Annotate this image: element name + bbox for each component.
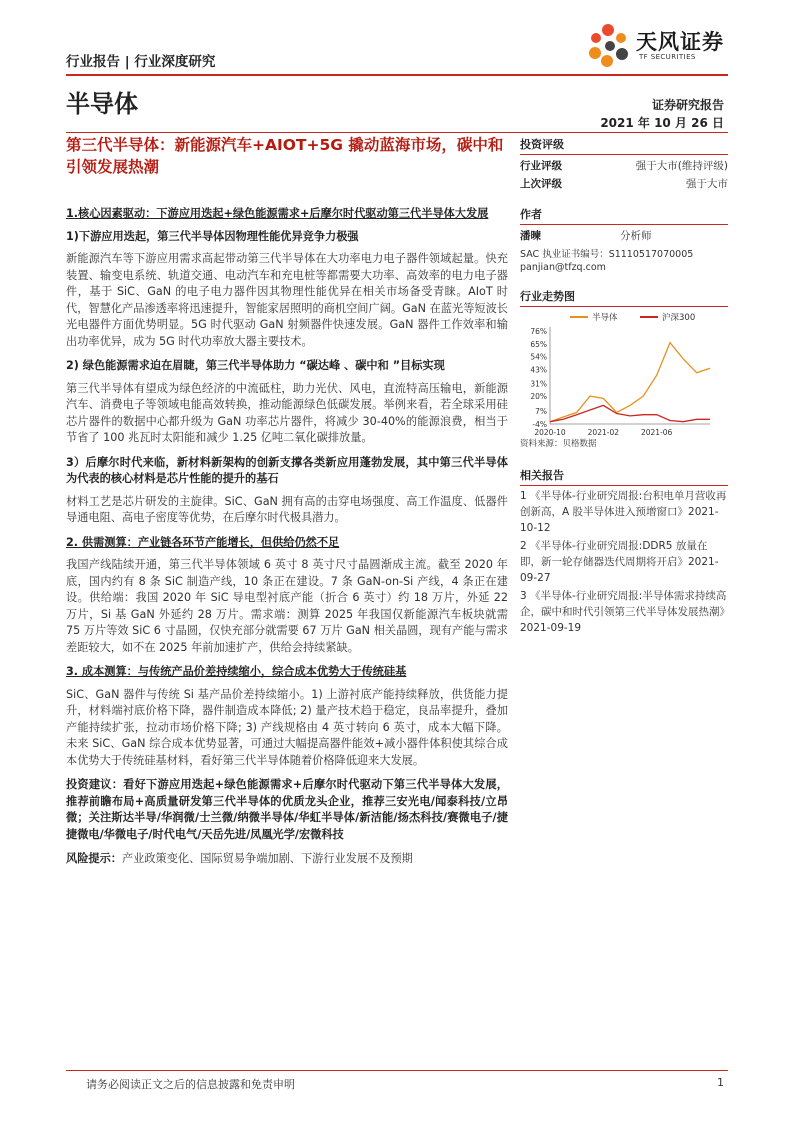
section-heading-3: 3. 成本测算：与传统产品价差持续缩小，综合成本优势大于传统硅基: [66, 665, 407, 678]
sector-title: 半导体: [66, 90, 138, 118]
legend-label-1: 沪深300: [662, 313, 696, 323]
rating-heading: 投资评级: [520, 136, 728, 155]
related-report-1[interactable]: 1 《半导体-行业研究周报:台积电单月营收再创新高，A 股半导体进入预增窗口》2021-10-12: [520, 490, 727, 534]
prev-rating-row: [520, 176, 728, 191]
subheading-1-3: 3）后摩尔时代来临，新材料新架构的创新支撑各类新应用蓬勃发展，其中第三代半导体为代表的核心材料是芯片性能的提升的基石: [66, 455, 508, 485]
related-reports-box: [520, 467, 728, 636]
footer-disclaimer: 请务必阅读正文之后的信息披露和免责申明: [86, 1078, 295, 1091]
author-box: [520, 206, 728, 273]
investment-advice: 投资建议：看好下游应用迭起+绿色能源需求+后摩尔时代驱动下第三代半导体大发展，推荐前瞻布局+高质量研发第三代半导体的优质龙头企业，推荐三安光电/闻泰科技/立昂微；关注斯达半导/华润微/士兰微/纳微半导体/华虹半导体/新洁能/扬杰科技/赛微电子/捷捷微电/华微电子/时代电气/天岳先进/凤凰光学/宏微科技: [66, 778, 508, 841]
y-tick-label-6: 65%: [530, 339, 547, 349]
x-tick-label-2: 2021-06: [640, 428, 673, 437]
series-line-0: [550, 343, 710, 422]
y-tick-label-5: 54%: [530, 352, 547, 362]
author-row: [520, 228, 728, 243]
trend-heading: 行业走势图: [520, 288, 728, 307]
prev-rating-label: 上次评级: [520, 178, 562, 190]
header-divider: [66, 74, 728, 76]
industry-rating-label: 行业评级: [520, 160, 562, 172]
paragraph-4: 我国产线陆续开通，第三代半导体领域 6 英寸 8 英寸尺寸晶圆渐成主流。截至 2020 年底，国内约有 8 条 SiC 制造产线，10 条正在建设。7 条 GaN-on-Si 产线，4 条正在建设。供给端：我国 2020 年 SiC 导电型衬底产能（折合 6 英寸）约 18 万片，外延 22 万片，Si 基 GaN 外延约 28 万片。需求端：测算 2025 年我国仅新能源汽车板块就需 75 万片等效 SiC 6 寸晶圆，仅快充部分就需要 67 万片 GaN 相关晶圆，现有产能与需求差距较大，如不在 2025 年前加速扩产，供给会持续紧缺。: [66, 558, 508, 654]
risk-text: 产业政策变化、国际贸易争端加剧、下游行业发展不及预期: [121, 852, 413, 865]
section-heading-1: 1.核心因素驱动：下游应用迭起+绿色能源需求+后摩尔时代驱动第三代半导体大发展: [66, 207, 489, 220]
prev-rating-value: 强于大市: [686, 178, 728, 190]
industry-rating-row: [520, 158, 728, 173]
x-tick-label-0: 2020-10: [534, 428, 566, 437]
author-name: 潘暕: [520, 230, 541, 242]
paragraph-1: 新能源汽车等下游应用需求高起带动第三代半导体在大功率电力电子器件领域起量。快充装置、输变电系统、轨道交通、电动汽车和充电桩等都需要大功率、高效率的电力电子器件，基于 SiC、GaN 的电子电力器件因其物理性能优异在相关市场备受青睐。AIoT 时代，智慧化产品渗透率将迅速提升，智能家居照明的商机空间广阔。GaN 在蓝光等短波长光电器件方面优势明显。5G 时代驱动 GaN 射频器件快速发展。GaN 器件工作效率和输出功率优异，成为 5G 时代功率放大器主要技术。: [66, 252, 508, 348]
trend-chart: [520, 309, 728, 439]
related-report-3[interactable]: 3 《半导体-行业研究周报:半导体需求持续高企，碳中和时代引领第三代半导体发展热潮》2021-09-19: [520, 590, 727, 634]
page-number: 1: [717, 1076, 724, 1089]
risk-label: 风险提示：: [66, 852, 122, 865]
logo-text-cn: 天风证券: [636, 30, 724, 54]
paragraph-3: 材料工艺是芯片研发的主旋律。SiC、GaN 拥有高的击穿电场强度、高工作温度、低器件导通电阻、高电子密度等优势，在后摩尔时代极具潜力。: [66, 494, 508, 524]
y-tick-label-1: 7%: [535, 407, 547, 417]
paragraph-2: 第三代半导体有望成为绿色经济的中流砥柱，助力光伏、风电，直流特高压输电，新能源汽车、消费电子等领域电能高效转换，推动能源绿色低碳发展。举例来看，若全球采用硅芯片器件的数据中心都升级为 GaN 功率芯片器件，将减少 30-40%的能源浪费，相当于节省了 100 兆瓦时太阳能和减少 1.25 亿吨二氧化碳排放量。: [66, 381, 508, 444]
author-email[interactable]: panjian@tfzq.com: [520, 262, 606, 273]
footer-divider: [66, 1070, 728, 1071]
y-tick-label-0: -4%: [532, 420, 547, 429]
related-report-2[interactable]: 2 《半导体-行业研究周报:DDR5 放量在即，新一轮存储器迭代周期将开启》2021-09-27: [520, 540, 719, 584]
author-role: 分析师: [620, 230, 652, 242]
company-logo: [586, 22, 746, 72]
subheading-1-1: 1)下游应用迭起，第三代半导体因物理性能优异竞争力极强: [66, 229, 359, 243]
logo-text-en: TF SECURITIES: [639, 53, 696, 61]
chart-source: 资料来源：贝格数据: [520, 439, 597, 449]
report-title: 第三代半导体：新能源汽车+AIOT+5G 撬动蓝海市场，碳中和引领发展热潮: [66, 136, 504, 176]
rating-box: [520, 136, 728, 191]
subheading-1-2: 2) 绿色能源需求迫在眉睫，第三代半导体助力 “碳达峰 、碳中和 ”目标实现: [66, 359, 445, 372]
y-tick-label-3: 31%: [530, 379, 547, 389]
related-heading: 相关报告: [520, 467, 728, 486]
paragraph-5: SiC、GaN 器件与传统 Si 基产品价差持续缩小。1) 上游衬底产能持续释放，供货能力提升，材料端衬底价格下降，器件制造成本降低; 2) 量产技术趋于稳定，良品率提升，叠加产能持续扩张，拉动市场价格下降; 3) 产线规格由 4 英寸转向 6 英寸，成本大幅下降。未来 SiC、GaN 综合成本优势显著，可通过大幅提高器件能效+减小器件体积使其综合成本优势大于传统硅基材料，看好第三代半导体随着价格降低迎来大发展。: [66, 687, 508, 767]
author-sac: SAC 执业证书编号：S1110517070005: [520, 249, 694, 260]
report-date: 2021 年 10 月 26 日: [600, 116, 724, 130]
risk-warning: [66, 851, 508, 868]
y-tick-label-7: 76%: [530, 327, 547, 336]
industry-rating-value: 强于大市(维持评级): [635, 160, 728, 172]
x-tick-label-1: 2021-02: [587, 428, 620, 437]
report-type: 证券研究报告: [651, 98, 724, 112]
report-category: 行业报告 | 行业深度研究: [66, 54, 216, 70]
logo-mark-icon: [586, 22, 634, 70]
y-tick-label-2: 20%: [530, 392, 547, 402]
trend-chart-box: [520, 288, 728, 449]
y-tick-label-4: 43%: [530, 365, 547, 375]
section-heading-2: 2. 供需测算：产业链各环节产能增长，但供给仍然不足: [66, 535, 340, 549]
main-body: [66, 206, 508, 874]
author-heading: 作者: [520, 206, 728, 225]
subheader-divider: [66, 132, 728, 133]
legend-label-0: 半导体: [592, 313, 618, 323]
